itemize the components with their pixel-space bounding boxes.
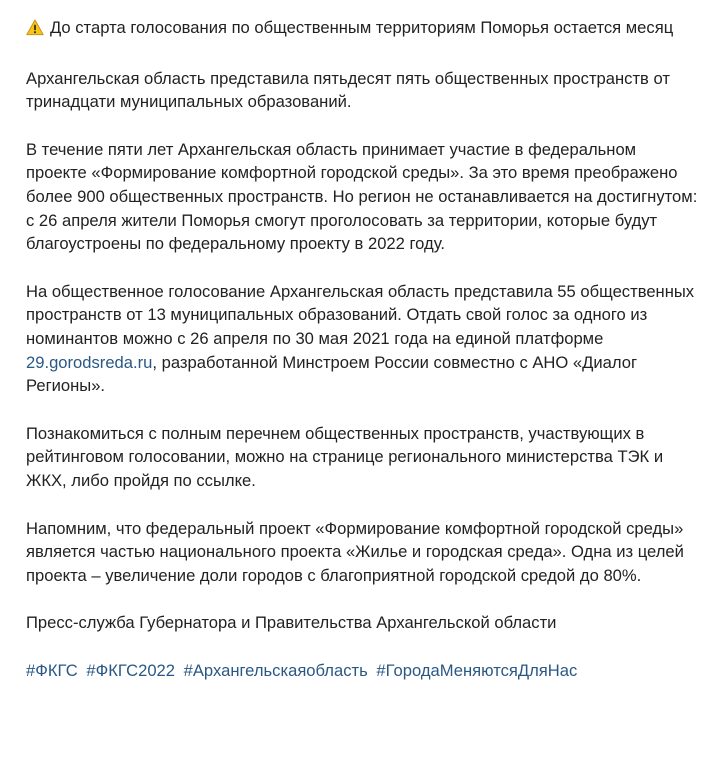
paragraph-press-service: Пресс-служба Губернатора и Правительства Архангельской области <box>26 613 557 633</box>
paragraph-regions-count: Архангельская область представила пятьдесят пять общественных пространств от тринадцати муниципальных образований. <box>26 68 670 112</box>
post-title: До старта голосования по общественным территориям Поморья остается месяц <box>50 18 674 37</box>
voting-text-before-link: На общественное голосование Архангельская область представила 55 общественных пространств от 13 муниципальных образований. Отдать свой голос за одного из номинантов можно с 26 апреля по 30 мая 2021 года на единой платформе <box>26 281 695 348</box>
gorodsreda-link[interactable]: 29.gorodsreda.ru <box>26 352 153 372</box>
paragraph-federal-project: В течение пяти лет Архангельская область принимает участие в федеральном проекте «Формирование комфортной городской среды». За это время преображено более 900 общественных пространств. Но регион не останавливается на достигнутом: с 26 апреля жители Поморья смогут проголосовать за территории, которые будут благоустроены по федеральному проекту в 2022 году. <box>26 139 698 254</box>
paragraph-voting-platform <box>26 280 701 398</box>
post-title-paragraph <box>26 16 701 43</box>
paragraph-full-list: Познакомиться с полным перечнем общественных пространств, участвующих в рейтинговом голосовании, можно на странице регионального министерства ТЭК и ЖКХ, либо пройдя по ссылке. <box>26 423 664 490</box>
hashtag-arkhangelsk-region[interactable]: #Архангельскаяобласть <box>183 660 368 680</box>
warning-icon <box>26 19 44 43</box>
hashtag-fkgs2022[interactable]: #ФКГС2022 <box>86 660 176 680</box>
hashtag-cities-change-for-us[interactable]: #ГородаМеняютсяДляНас <box>376 660 578 680</box>
paragraph-national-project: Напомним, что федеральный проект «Формирование комфортной городской среды» является частью национального проекта «Жилье и городская среда». Одна из целей проекта – увеличение доли городов с благоприятной городской средой до 80%. <box>26 518 684 585</box>
voting-text-after-link: , разработанной Минстроем России совместно с АНО «Диалог Регионы». <box>26 352 638 396</box>
hashtag-fkgs[interactable]: #ФКГС <box>26 660 78 680</box>
hashtags-row <box>26 659 701 683</box>
